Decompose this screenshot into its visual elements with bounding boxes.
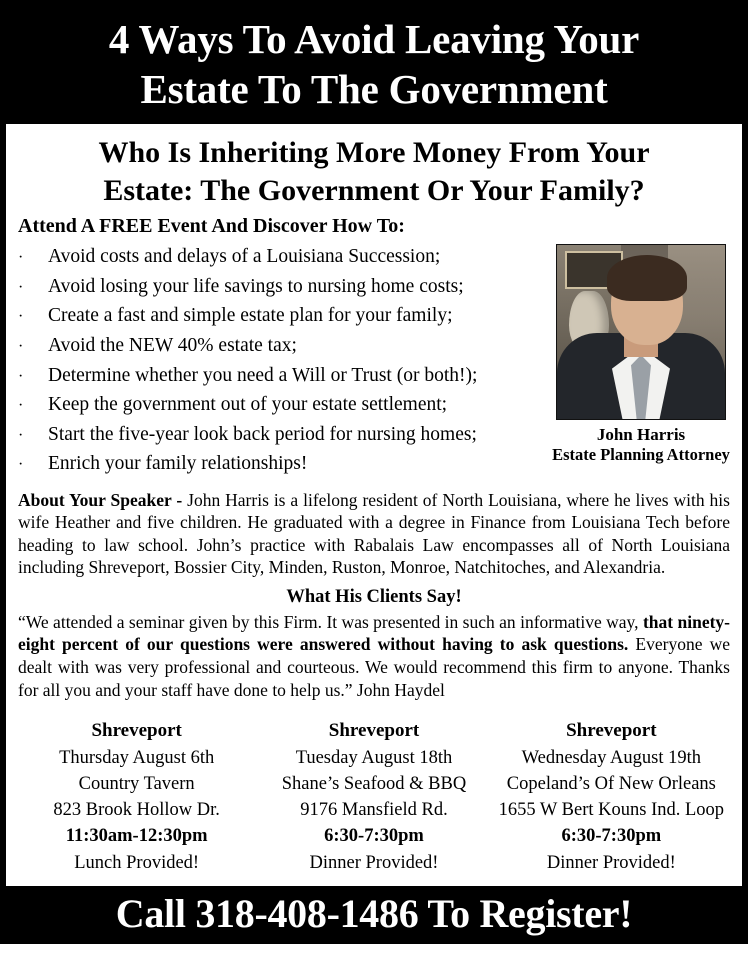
event-address: 823 Brook Hollow Dr.	[53, 800, 220, 821]
event-city: Shreveport	[566, 719, 657, 741]
event-date: Wednesday August 19th	[521, 747, 702, 768]
speaker-portrait-photo	[556, 244, 726, 420]
event-item	[255, 718, 492, 876]
call-to-action: Call 318-408-1486 To Register!	[115, 890, 633, 936]
list-item-label: Enrich your family relationships!	[48, 453, 308, 475]
bullet-icon: ·	[18, 397, 24, 415]
list-item	[18, 272, 546, 302]
bullet-icon: ·	[18, 426, 24, 444]
event-city: Shreveport	[91, 719, 182, 741]
event-item	[18, 718, 255, 876]
subheadline-line-2: Estate: The Government Or Your Family?	[103, 173, 645, 207]
testimonial-bold: that ninety-eight percent of our questions were answered without having to ask questions.	[18, 611, 730, 655]
list-item-label: Determine whether you need a Will or Trust (or both!);	[48, 364, 478, 386]
bullet-icon: ·	[18, 308, 24, 326]
list-item	[18, 420, 546, 450]
list-item-label: Create a fast and simple estate plan for your family;	[48, 305, 453, 327]
bullet-icon: ·	[18, 249, 24, 267]
speaker-bio	[18, 489, 730, 579]
list-item	[18, 361, 546, 391]
speaker-bio-text: John Harris is a lifelong resident of North Louisiana, where he lives with his wife Heather and five children. He graduated with a degree in Finance from Louisiana Tech before heading to law school. John’s practice with Rabalais Law encompasses all of North Louisiana including Shreveport, Bossier City, Minden, Ruston, Monroe, Natchitoches, and Alexandria.	[18, 490, 730, 578]
event-date: Tuesday August 18th	[295, 747, 453, 768]
photo-hair	[607, 255, 687, 301]
list-item	[18, 242, 546, 272]
body-panel	[6, 124, 742, 886]
event-address: 1655 W Bert Kouns Ind. Loop	[498, 800, 725, 821]
list-item-label: Keep the government out of your estate settlement;	[48, 394, 448, 416]
speaker-bio-label: About Your Speaker -	[18, 490, 188, 511]
bullet-icon: ·	[18, 367, 24, 385]
event-list	[18, 718, 730, 876]
testimonial-quote	[18, 611, 730, 702]
event-venue: Shane’s Seafood & BBQ	[281, 773, 467, 794]
speaker-name: John Harris	[596, 425, 686, 445]
event-time: 11:30am-12:30pm	[65, 826, 208, 847]
firm-address: Rabalais Law, 7591 Fern Ave., Suite 1303, Shreveport, LA 71105	[100, 942, 648, 965]
benefits-and-photo-row	[18, 242, 730, 479]
attend-label: Attend A FREE Event And Discover How To:	[18, 215, 405, 238]
list-item-label: Avoid costs and delays of a Louisiana Succession;	[48, 246, 441, 268]
list-item	[18, 390, 546, 420]
footer-call-band	[6, 886, 742, 970]
event-time: 6:30-7:30pm	[561, 826, 662, 847]
event-address: 9176 Mansfield Rd.	[300, 800, 448, 821]
testimonial-part-2: Everyone we dealt with was very professional and courteous. We would recommend this firm to anyone. Thanks for all you and your staff have done to help us.” John Haydel	[18, 634, 731, 700]
headline-line-2: Estate To The Government	[140, 66, 608, 113]
testimonial-part-1: “We attended a seminar given by this Firm. It was presented in such an informative way,	[18, 611, 643, 632]
subheadline	[18, 134, 730, 209]
headline-line-1: 4 Ways To Avoid Leaving Your	[108, 16, 640, 62]
list-item-label: Avoid the NEW 40% estate tax;	[48, 334, 297, 356]
event-city: Shreveport	[328, 719, 420, 741]
bullet-icon: ·	[18, 278, 24, 296]
benefits-list	[18, 242, 546, 479]
speaker-title: Estate Planning Attorney	[552, 445, 730, 465]
bullet-icon: ·	[18, 456, 24, 474]
event-meal: Dinner Provided!	[546, 852, 676, 873]
event-item	[493, 718, 730, 876]
list-item-label: Start the five-year look back period for nursing homes;	[48, 423, 477, 445]
subheadline-line-1: Who Is Inheriting More Money From Your	[98, 136, 650, 170]
event-meal: Lunch Provided!	[74, 852, 200, 873]
event-venue: Copeland’s Of New Orleans	[506, 773, 716, 794]
list-item	[18, 449, 546, 479]
event-venue: Country Tavern	[78, 773, 195, 794]
list-item-label: Avoid losing your life savings to nursing home costs;	[48, 275, 464, 297]
event-meal: Dinner Provided!	[309, 852, 439, 873]
list-item	[18, 331, 546, 361]
event-time: 6:30-7:30pm	[324, 826, 424, 847]
list-item	[18, 301, 546, 331]
event-date: Thursday August 6th	[59, 747, 215, 768]
headline	[6, 6, 742, 124]
bullet-icon: ·	[18, 337, 24, 355]
testimonial-heading: What His Clients Say!	[286, 586, 462, 607]
speaker-photo-block	[552, 242, 730, 466]
